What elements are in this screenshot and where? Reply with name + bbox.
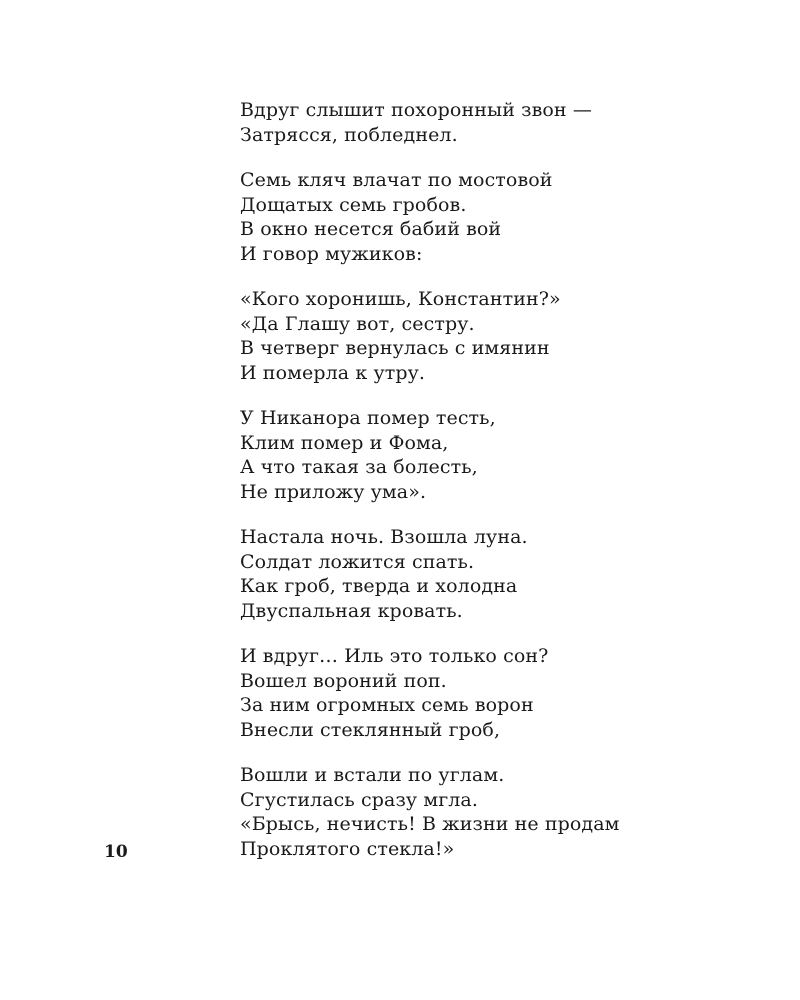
poem-line: Вошел вороний поп.: [240, 669, 447, 692]
poem-line: «Да Глашу вот, сестру.: [240, 312, 475, 335]
poem-line: Вдруг слышит похоронный звон —: [240, 99, 592, 121]
poem-line: И померла к утру.: [240, 361, 426, 384]
poem-line: «Кого хоронишь, Константин?»: [240, 288, 561, 310]
poem-line: Как гроб, тверда и холодна: [240, 575, 518, 597]
poem-line: Клим помер и Фома,: [240, 431, 449, 454]
poem-line: Затрясся, побледнел.: [240, 123, 458, 146]
stanza-2: [240, 168, 760, 266]
page-number: 10: [104, 842, 128, 862]
poem-line: Не приложу ума».: [240, 480, 427, 503]
poem-line: В четверг вернулась с имянин: [240, 337, 550, 359]
poem-line: Семь кляч влачат по мостовой: [240, 169, 553, 191]
poem-line: У Никанора помер тесть,: [240, 407, 496, 429]
poem-line: Настала ночь. Взошла луна.: [240, 526, 528, 548]
stanza-1: [240, 98, 760, 147]
poem-line: Внесли стеклянный гроб,: [240, 718, 501, 741]
poem-line: Двуспальная кровать.: [240, 599, 463, 622]
poem-line: Проклятого стекла!»: [240, 837, 455, 860]
poem-text: [240, 98, 760, 882]
poem-line: Сгустилась сразу мгла.: [240, 788, 478, 811]
poem-line: «Брысь, нечисть! В жизни не продам: [240, 813, 620, 835]
poem-line: Дощатых семь гробов.: [240, 193, 467, 216]
stanza-3: [240, 287, 760, 385]
poem-line: Солдат ложится спать.: [240, 550, 475, 573]
poem-line: Вошли и встали по углам.: [240, 764, 505, 786]
poem-line: В окно несется бабий вой: [240, 218, 502, 240]
poem-line: За ним огромных семь ворон: [240, 694, 534, 716]
stanza-7: [240, 763, 760, 861]
stanza-4: [240, 406, 760, 504]
stanza-5: [240, 525, 760, 623]
stanza-6: [240, 644, 760, 742]
poem-line: И вдруг… Иль это только сон?: [240, 645, 549, 667]
poem-line: И говор мужиков:: [240, 242, 423, 265]
poem-line: А что такая за болесть,: [240, 456, 478, 478]
